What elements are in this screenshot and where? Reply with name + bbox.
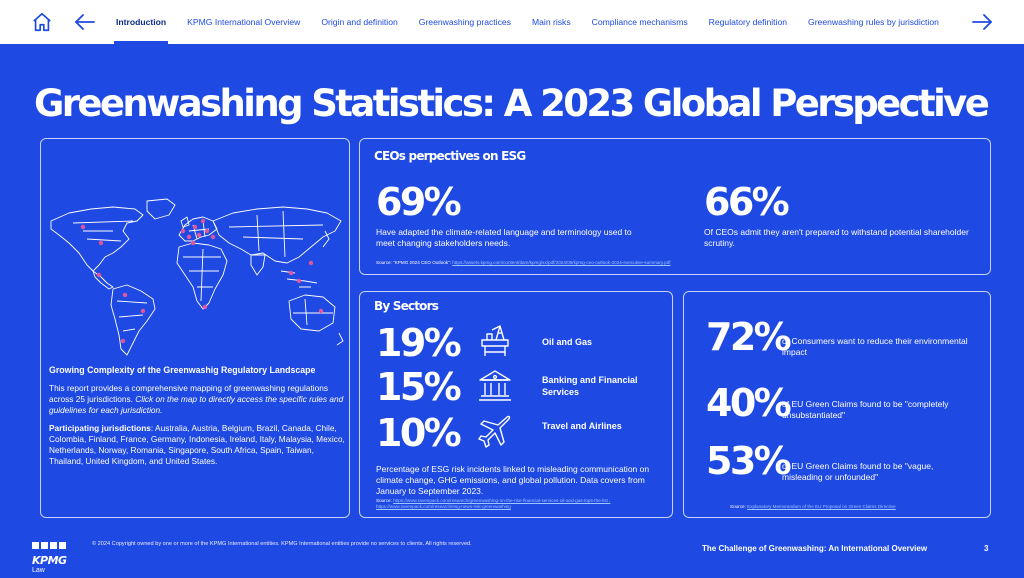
jurisdictions-list: : Australia, Austria, Belgium, Brazil, Canada, Chile, Colombia, Finland, France, Germany, Indonesia, Ireland, Italy, Malaysia, Mexico, Netherlands, Norway, Romania, Singapore, South Africa, Spain, Taiwan, Thailand, United Kingdom, and United States. (49, 423, 345, 466)
sectors-note: Percentage of ESG risk incidents linked to misleading communication on climate change, GHG emissions, and global pollution. Data covers from January to September 2023. (376, 464, 650, 496)
logo-bars (32, 537, 67, 555)
tab-compliance-mechanisms[interactable]: Compliance mechanisms (591, 17, 688, 27)
consumer-claims-card (683, 291, 991, 518)
source-label: Source: (376, 498, 394, 503)
ceo-card-source (376, 260, 976, 266)
copyright-notice: © 2024 Copyright owned by one or more of the KPMG International entities. KPMG International entities provide no services to clients. All rights reserved. (92, 541, 472, 547)
tab-kpmg-international-overview[interactable]: KPMG International Overview (187, 17, 301, 27)
tab-introduction[interactable]: Introduction (108, 0, 174, 44)
sectors-card-title: By Sectors (374, 299, 439, 313)
ceo-perspectives-card (359, 138, 991, 275)
page-title: Greenwashing Statistics: A 2023 Global Perspective (34, 82, 988, 125)
sector-label: Banking and Financial Services (542, 375, 638, 397)
ceo-stat-text: Have adapted the climate-related language and terminology used to meet changing stakeholders needs. (376, 227, 632, 248)
tab-greenwashing-practices[interactable]: Greenwashing practices (418, 17, 511, 27)
ceo-stat-value: 66% (704, 180, 788, 224)
bank-icon (476, 366, 514, 404)
arrow-right-icon[interactable] (968, 0, 996, 44)
document-title: The Challenge of Greenwashing: An International Overview (702, 544, 928, 553)
participating-jurisdictions (49, 423, 347, 467)
consumer-stat-value: 72% (706, 315, 790, 359)
home-icon[interactable] (28, 0, 56, 44)
logo-wordmark: KPMG (32, 554, 67, 567)
tab-greenwashing-rules-by-jurisdiction[interactable]: Greenwashing rules by jurisdiction (808, 17, 939, 27)
tab-origin-and-definition[interactable]: Origin and definition (321, 17, 398, 27)
by-sectors-card (359, 291, 673, 518)
ceo-card-title: CEOs perpectives on ESG (374, 149, 526, 163)
ceo-stat-text: Of CEOs admit they aren't prepared to withstand potential shareholder scrutiny. (704, 227, 969, 248)
top-navigation-bar (0, 0, 1024, 44)
sector-stat-value: 15% (376, 365, 460, 409)
map-desc-instruction: Click on the map to directly access the specific rules and guidelines for each jurisdiction. (49, 394, 344, 415)
ceo-stat-value: 69% (376, 180, 460, 224)
tab-main-risks[interactable]: Main risks (531, 17, 571, 27)
kpmg-law-logo (32, 537, 67, 575)
consumers-card-source (730, 504, 980, 510)
sector-stat-value: 19% (376, 321, 460, 365)
source-link[interactable]: https://assets.kpmg.com/content/dam/kpmg/xx/pdf/2024/09/kpmg-ceo-outlook-2024-executive-summary.pdf (452, 260, 671, 265)
footer (0, 530, 1024, 578)
jurisdiction-map-card (40, 138, 350, 518)
arrow-left-icon[interactable] (72, 0, 98, 44)
consumer-stat-text: of EU Green Claims found to be "completely unsubstantiated" (782, 399, 949, 420)
sector-row-oil-gas (360, 320, 674, 364)
consumer-stat-text: of EU Green Claims found to be "vague, misleading or unfounded" (782, 461, 934, 482)
tab-regulatory-definition[interactable]: Regulatory definition (708, 17, 788, 27)
page-number: 3 (984, 544, 989, 553)
airplane-icon (476, 412, 514, 450)
sector-row-banking (360, 364, 674, 408)
sector-label: Oil and Gas (542, 337, 593, 347)
source-link[interactable]: https://www.ravenpack.com/research/greenwashing-on-the-rise-financial-services-oil-and-gas-tops-the-list ; https://www.ravenpack.com/research/esg-news-risk-greenwashing (376, 498, 611, 509)
sector-row-travel (360, 410, 674, 454)
map-card-heading: Growing Complexity of the Greenwashig Regulatory Landscape (49, 365, 316, 375)
source-link[interactable]: Explanatory Memorandum of the EU Proposal on Green Claims Directive (747, 504, 896, 509)
section-tabs (108, 0, 952, 44)
jurisdictions-label: Participating jurisdictions (49, 423, 151, 433)
consumer-stat-value: 53% (706, 439, 790, 483)
logo-subtitle: Law (32, 567, 45, 574)
map-card-description (49, 383, 345, 416)
oil-rig-icon (476, 322, 514, 360)
map-desc-text: This report provides a comprehensive mapping of greenwashing regulations across 25 jurisdictions. (49, 383, 329, 404)
source-label: Source: "KPMG 2024 CEO Outlook": (376, 260, 453, 265)
sector-stat-value: 10% (376, 411, 460, 455)
consumer-stat-value: 40% (706, 381, 790, 425)
sectors-card-source (376, 498, 666, 510)
consumer-stat-text: of Consumers want to reduce their environmental impact (782, 336, 968, 357)
sector-label: Travel and Airlines (542, 421, 622, 431)
source-label: Source: (730, 504, 748, 509)
